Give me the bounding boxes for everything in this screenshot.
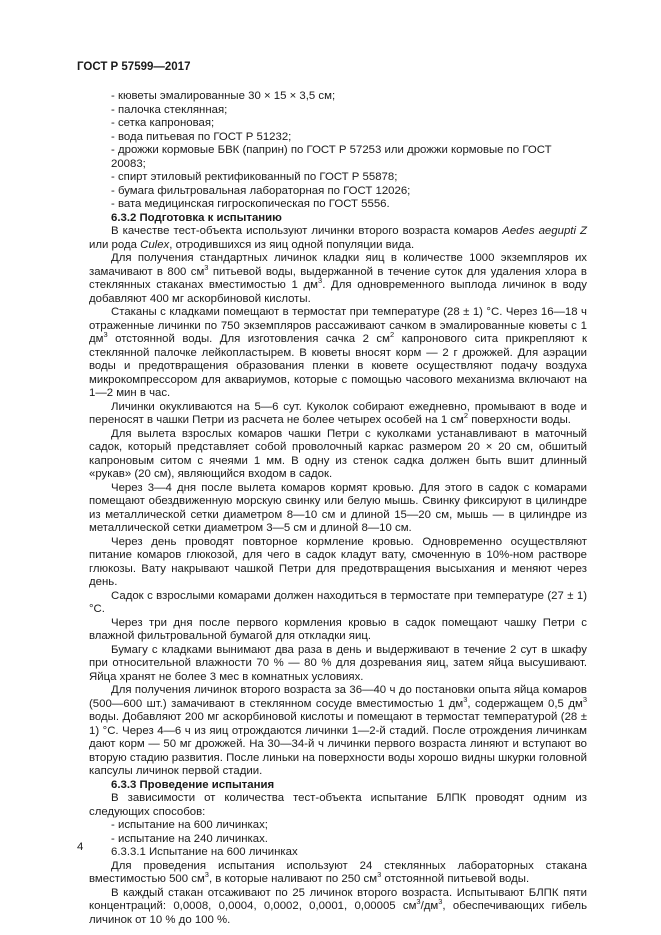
list-item: - сетка капроновая;	[111, 117, 215, 129]
subsection-heading: 6.3.3.1 Испытание на 600 личинках	[111, 846, 298, 858]
page-number: 4	[77, 841, 84, 853]
paragraph: Для вылета взрослых комаров чашки Петри с куколками устанавливают в маточный садок, который представляет собой проволочный каркас размером 20 × 20 см, обшитый капроновым ситом с ячеями 1 мм. В одну из стенок садка должен быть вшит длинный «рукав» (20 см), являющийся входом в садок.	[89, 427, 587, 480]
list-item: - испытание на 240 личинках.	[111, 832, 268, 845]
list-item: - палочка стеклянная;	[111, 103, 228, 116]
paragraph: Стаканы с кладками помещают в термостат при температуре (28 ± 1) °С. Через 16—18 ч отраженные личинки по 750 экземпляров рассаживают сачком в эмалированные кюветы с 1 $дм^3$ отстоянной воды. Для изготовления сачка 2 $см^2$ капронового сита прикрепляют к стеклянной палочке лейкопластырем. В кюветы вносят корм — 2 г дрожжей. Для аэрации воды и предотвращения образования пленки в кювете осуществляют подачу воздуха микрокомпрессором для аквариумов, которые с помощью часового механизма включают на 1—2 мин в час.	[89, 306, 587, 399]
list-item: - вата медицинская гигроскопическая по ГОСТ 5556.	[111, 198, 390, 210]
list-item: - кюветы эмалированные 30 × 15 × 3,5 см;	[111, 90, 336, 102]
paragraph: Бумагу с кладками вынимают два раза в день и выдерживают в течение 2 сут в шкафу при относительной влажности 70 % — 80 % для дозревания яиц, затем яйца высушивают. Яйца хранят не более 3 мес в комнатных условиях.	[89, 643, 587, 683]
document-header: ГОСТ Р 57599—2017	[77, 61, 191, 73]
paragraph: Для получения стандартных личинок кладки яиц в количестве 1000 экземпляров их замачивают в 800 $см^3$ питьевой воды, выдержанной в течение суток для удаления хлора в стеклянных стаканах вместимостью 1 $дм^3$. Для одновременного выплода личинок в воду добавляют 400 мг аскорбиновой кислоты.	[89, 252, 587, 305]
list-item: - бумага фильтровальная лабораторная по ГОСТ 12026;	[111, 184, 411, 197]
paragraph: Садок с взрослыми комарами должен находиться в термостате при температуре (27 ± 1) °С.	[89, 589, 587, 615]
paragraph: В каждый стакан отсаживают по 25 личинок второго возраста. Испытывают БЛПК пяти концентраций: 0,0008, 0,0004, 0,0002, 0,0001, 0,00005 $см^3/дм^3$, обеспечивающих гибель личинок от 10 % до 100 %.	[89, 886, 587, 926]
paragraph: Через день проводят повторное кормление кровью. Одновременно осуществляют питание комаров глюкозой, для чего в садок кладут вату, смоченную в 10%-ном растворе глюкозы. Вату накрывают чашкой Петри для предотвращения высыхания и меняют через день.	[89, 535, 587, 588]
paragraph: Для получения личинок второго возраста за 36—40 ч до постановки опыта яйца комаров (500—600 шт.) замачивают в стеклянном сосуде вместимостью 1 $дм^3$, содержащем 0,5 $дм^3$ воды. Добавляют 200 мг аскорбиновой кислоты и помещают в термостат температурой (28 ± 1) °С. Через 4—6 ч из яиц отрождаются личинки 1—2-й стадий. После отрождения личинкам дают корм — 50 мг дрожжей. На 30—34-й ч личинки первого возраста линяют и вступают во вторую стадию развития. После линьки на поверхности воды хорошо видны шкурки головной капсулы личинок первой стадии.	[89, 684, 587, 777]
section-heading-6-3-2: 6.3.2 Подготовка к испытанию	[111, 211, 282, 224]
paragraph: Через 3—4 дня после вылета комаров кормят кровью. Для этого в садок с комарами помещают обездвиженную морскую свинку или белую мышь. Свинку фиксируют в цилиндре из металлической сетки диаметром 8—10 см и длиной 15—20 см, мышь — в цилиндре из металлической сетки диаметром 3—5 см и длиной 8—10 см.	[89, 481, 587, 534]
list-item: - вода питьевая по ГОСТ Р 51232;	[111, 130, 292, 143]
list-item: - спирт этиловый ректификованный по ГОСТ Р 55878;	[111, 171, 398, 183]
document-body	[89, 90, 587, 927]
section-heading-6-3-3: 6.3.3 Проведение испытания	[111, 778, 275, 791]
list-item: - испытание на 600 личинках;	[111, 819, 268, 831]
paragraph: Для проведения испытания используют 24 стеклянных лабораторных стакана вместимостью 500 $см^3$, в которые наливают по 250 $см^3$ отстоянной питьевой воды.	[89, 859, 587, 885]
paragraph: Личинки окукливаются на 5—6 сут. Куколок собирают ежедневно, промывают в воде и переносят в чашки Петри из расчета не более четырех особей на 1 $см^2$ поверхности воды.	[89, 400, 587, 426]
paragraph: В качестве тест-объекта используют личинки второго возраста комаров Aedes aegupti Z или рода Culex, отродившихся из яиц одной популяции вида.	[89, 225, 587, 251]
paragraph: В зависимости от количества тест-объекта испытание БЛПК проводят одним из следующих способов:	[89, 792, 587, 818]
list-item: - дрожжи кормовые БВК (паприн) по ГОСТ Р 57253 или дрожжи кормовые по ГОСТ 20083;	[111, 144, 552, 170]
paragraph: Через три дня после первого кормления кровью в садок помещают чашку Петри с влажной фильтровальной бумагой для откладки яиц.	[89, 616, 587, 642]
